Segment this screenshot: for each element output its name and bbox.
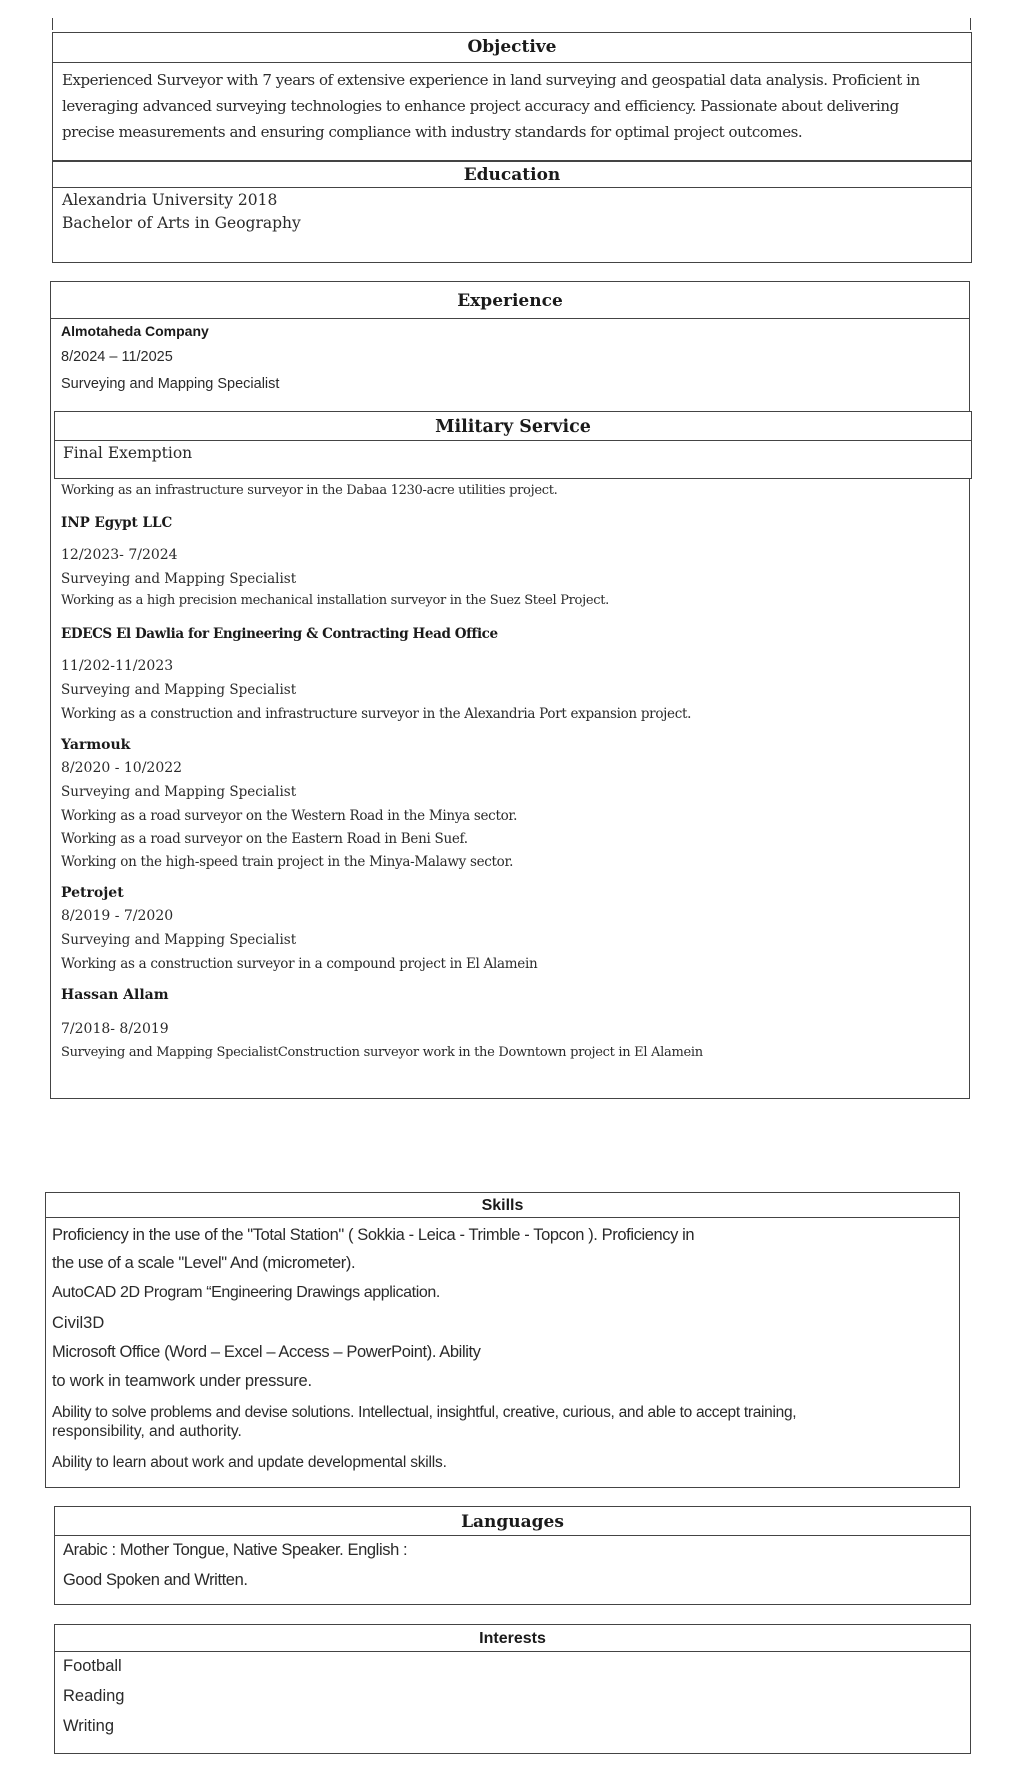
skills-line: responsibility, and authority.	[52, 1423, 242, 1440]
interests-title: Interests	[55, 1625, 970, 1652]
skills-line: Ability to solve problems and devise solutions. Intellectual, insightful, creative, curious, and able to accept training,	[52, 1404, 797, 1421]
objective-line: leveraging advanced surveying technologies to enhance project accuracy and efficiency. Passionate about delivering	[62, 97, 899, 115]
company-name: EDECS El Dawlia for Engineering & Contracting Head Office	[61, 626, 498, 642]
skills-line: to work in teamwork under pressure.	[52, 1372, 312, 1390]
skills-line: AutoCAD 2D Program “Engineering Drawings application.	[52, 1284, 440, 1301]
job-description: Working as a high precision mechanical installation surveyor in the Suez Steel Project.	[61, 593, 609, 608]
job-description: Working as a road surveyor on the Western Road in the Minya sector.	[61, 808, 518, 824]
education-title: Education	[53, 161, 971, 188]
objective-line: Experienced Surveyor with 7 years of extensive experience in land surveying and geospatial data analysis. Proficient in	[62, 71, 920, 89]
interests-section	[54, 1624, 971, 1754]
skills-title: Skills	[46, 1193, 959, 1218]
languages-line: Good Spoken and Written.	[63, 1571, 248, 1589]
job-description: Working as a construction and infrastructure surveyor in the Alexandria Port expansion project.	[61, 706, 692, 722]
job-description: Working as a construction surveyor in a compound project in El Alamein	[61, 956, 538, 972]
top-border-right	[970, 18, 971, 30]
skills-line: Proficiency in the use of the "Total Station" ( Sokkia - Leica - Trimble - Topcon ). Proficiency in	[52, 1226, 695, 1244]
military-section	[54, 411, 972, 479]
skills-line: the use of a scale "Level" And (micrometer).	[52, 1254, 356, 1272]
job-role: Surveying and Mapping Specialist	[61, 571, 297, 587]
job-dates: 11/202-11/2023	[61, 658, 174, 674]
interests-item: Football	[63, 1657, 122, 1675]
languages-section	[54, 1506, 971, 1605]
job-dates: 12/2023- 7/2024	[61, 547, 178, 563]
job-description: Working as an infrastructure surveyor in the Dabaa 1230-acre utilities project.	[61, 483, 558, 498]
job-dates: 7/2018- 8/2019	[61, 1021, 169, 1037]
company-name: Petrojet	[61, 885, 124, 901]
military-status: Final Exemption	[63, 444, 193, 462]
objective-title: Objective	[53, 33, 971, 63]
job-role: Surveying and Mapping Specialist	[61, 376, 280, 392]
job-description: Working on the high-speed train project in the Minya-Malawy sector.	[61, 854, 514, 870]
skills-section	[45, 1192, 960, 1488]
experience-section	[50, 281, 970, 1099]
education-degree: Bachelor of Arts in Geography	[62, 214, 301, 232]
company-name: Almotaheda Company	[61, 323, 209, 339]
job-description: Working as a road surveyor on the Eastern Road in Beni Suef.	[61, 831, 468, 847]
objective-section	[52, 32, 972, 162]
experience-title: Experience	[51, 282, 969, 319]
education-university: Alexandria University 2018	[62, 191, 278, 209]
objective-line: precise measurements and ensuring compliance with industry standards for optimal project outcomes.	[62, 123, 803, 141]
education-section	[52, 160, 972, 263]
languages-title: Languages	[55, 1507, 970, 1536]
job-dates: 8/2019 - 7/2020	[61, 908, 174, 924]
skills-line: Ability to learn about work and update developmental skills.	[52, 1454, 447, 1471]
languages-line: Arabic : Mother Tongue, Native Speaker. English :	[63, 1541, 408, 1559]
skills-line: Microsoft Office (Word – Excel – Access – PowerPoint). Ability	[52, 1343, 481, 1361]
interests-item: Writing	[63, 1717, 115, 1735]
job-role: Surveying and Mapping Specialist	[61, 932, 297, 948]
company-name: Hassan Allam	[61, 987, 169, 1003]
company-name: INP Egypt LLC	[61, 515, 173, 531]
top-border-left	[52, 18, 53, 30]
job-role: Surveying and Mapping Specialist	[61, 682, 297, 698]
job-dates: 8/2024 – 11/2025	[61, 349, 173, 365]
company-name: Yarmouk	[61, 737, 131, 753]
job-role: Surveying and Mapping SpecialistConstruction surveyor work in the Downtown project in El Alamein	[61, 1045, 703, 1060]
job-dates: 8/2020 - 10/2022	[61, 760, 183, 776]
military-title: Military Service	[55, 412, 971, 441]
interests-item: Reading	[63, 1687, 125, 1705]
job-role: Surveying and Mapping Specialist	[61, 784, 297, 800]
skills-line: Civil3D	[52, 1314, 105, 1332]
